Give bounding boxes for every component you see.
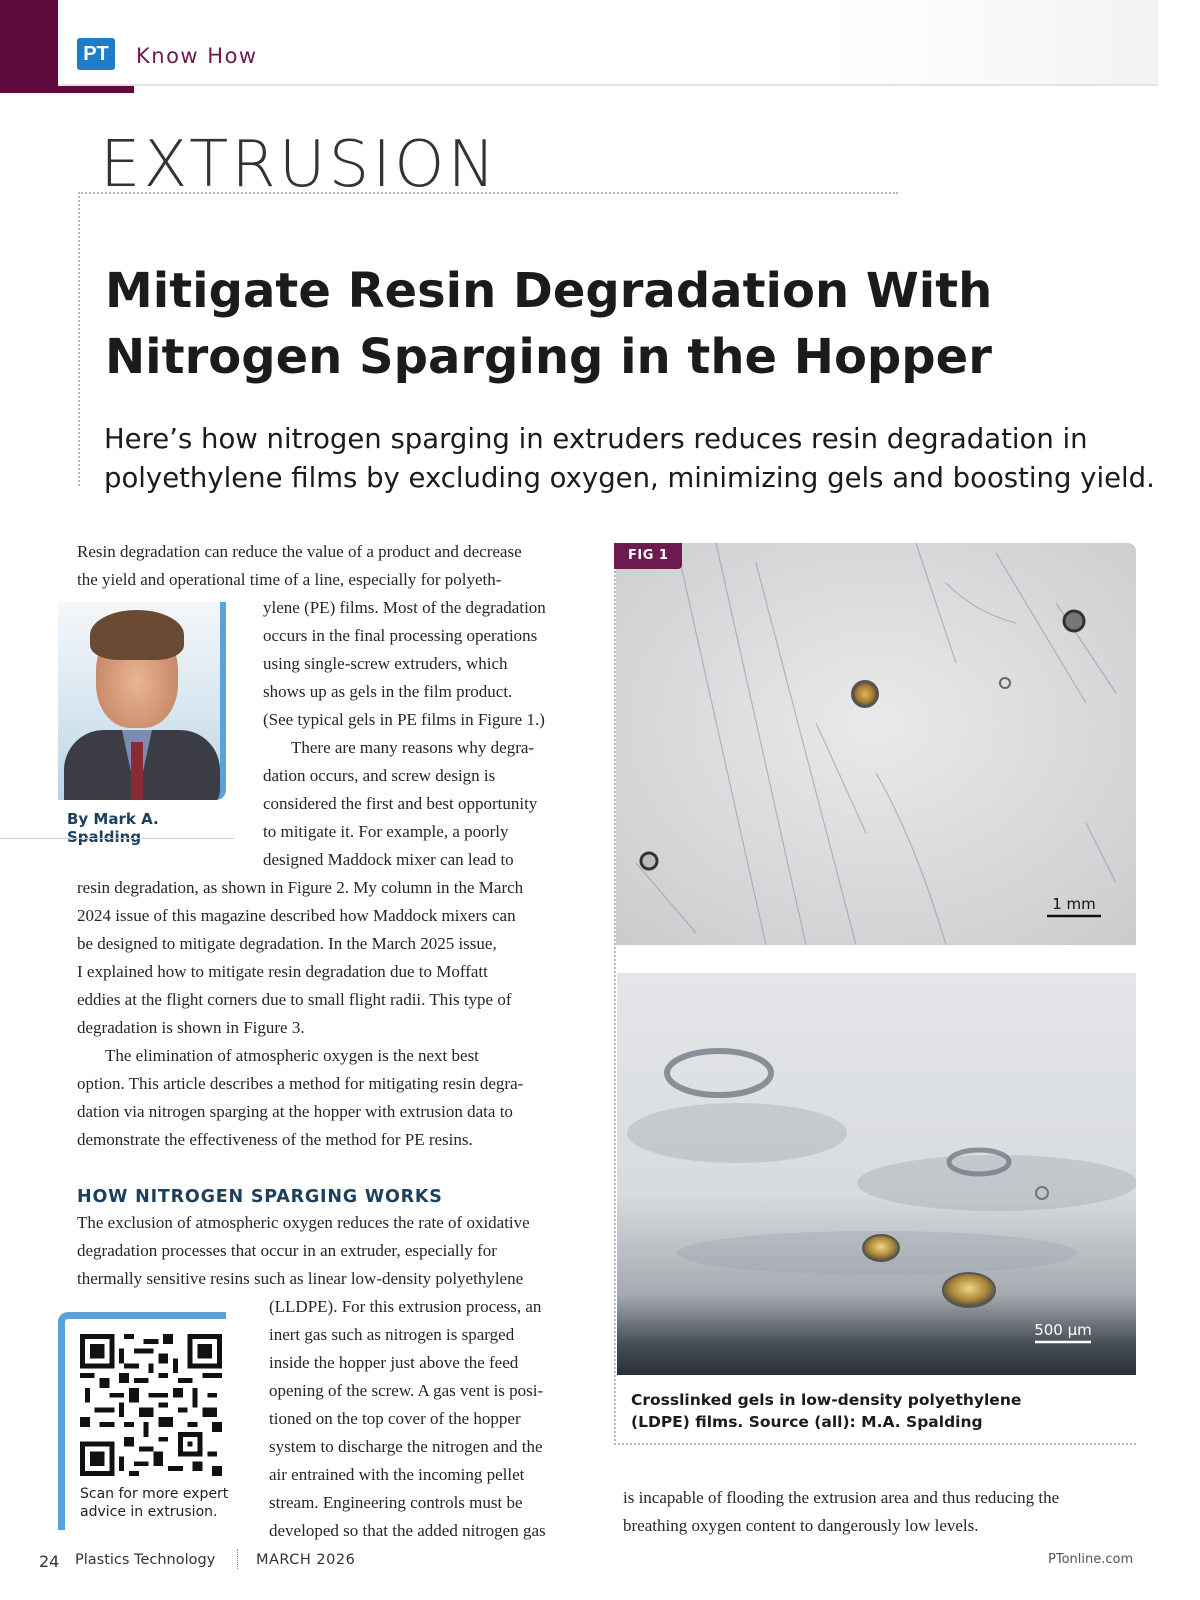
text-line: (See typical gels in PE films in Figure 1.) [263, 710, 545, 729]
text-line: considered the first and best opportunity [263, 794, 538, 813]
publication-name: Plastics Technology [75, 1552, 216, 1568]
section-subhead: HOW NITROGEN SPARGING WORKS [77, 1187, 443, 1207]
text-line: Resin degradation can reduce the value of a product and decrease [77, 542, 522, 561]
paragraph-intro-narrow [263, 594, 597, 874]
title-frame-left [78, 192, 80, 486]
text-line: 2024 issue of this magazine described how Maddock mixers can [77, 906, 516, 925]
header-strip [58, 0, 1158, 86]
text-line: stream. Engineering controls must be [269, 1493, 523, 1512]
footer-divider [237, 1549, 238, 1569]
qr-code[interactable] [80, 1334, 222, 1476]
text-line: to mitigate it. For example, a poorly [263, 822, 509, 841]
text-line: eddies at the flight corners due to small flight radii. This type of [77, 990, 512, 1009]
text-line: advice in extrusion. [80, 1504, 218, 1520]
text-line: demonstrate the effectiveness of the method for PE resins. [77, 1130, 473, 1149]
deck-line: Here’s how nitrogen sparging in extruders reduces resin degradation in [104, 423, 1088, 455]
text-line: Scan for more expert [80, 1486, 229, 1502]
header-accent-bar [0, 0, 58, 93]
text-line: system to discharge the nitrogen and the [269, 1437, 543, 1456]
paragraph-screw-design [77, 874, 597, 1154]
qr-caption [80, 1485, 240, 1521]
figure-micrograph-bottom [617, 973, 1136, 1375]
paragraph-sparging-narrow [269, 1293, 599, 1545]
headline-line: Mitigate Resin Degradation With [105, 263, 993, 319]
paragraph-intro [77, 538, 597, 594]
site-link[interactable]: PTonline.com [1048, 1552, 1134, 1567]
text-line: thermally sensitive resins such as linear low-density polyethylene [77, 1269, 524, 1288]
text-line: degradation is shown in Figure 3. [77, 1018, 305, 1037]
title-frame-top [78, 192, 898, 194]
text-line: The elimination of atmospheric oxygen is the next best [105, 1046, 479, 1065]
text-line: resin degradation, as shown in Figure 2. My column in the March [77, 878, 524, 897]
text-line: opening of the screw. A gas vent is posi- [269, 1381, 544, 1400]
scale-bar-label: 500 µm [1034, 1321, 1092, 1339]
text-line: (LLDPE). For this extrusion process, an [269, 1297, 542, 1316]
figure-caption [631, 1389, 1131, 1433]
text-line: dation occurs, and screw design is [263, 766, 496, 785]
author-box [0, 602, 234, 850]
paragraph-sparging [77, 1209, 597, 1293]
text-line: degradation processes that occur in an extruder, especially for [77, 1241, 497, 1260]
text-line: ylene (PE) films. Most of the degradation [263, 598, 546, 617]
article-headline [105, 258, 1005, 390]
text-line: air entrained with the incoming pellet [269, 1465, 525, 1484]
issue-date: MARCH 2026 [256, 1552, 356, 1568]
scale-bar-label: 1 mm [1052, 895, 1096, 913]
text-line: dation via nitrogen sparging at the hopper with extrusion data to [77, 1102, 513, 1121]
text-line: using single-screw extruders, which [263, 654, 508, 673]
text-line: (LDPE) films. Source (all): M.A. Spalding [631, 1413, 983, 1431]
headline-line: Nitrogen Sparging in the Hopper [105, 329, 992, 385]
header-accent-underline [0, 86, 134, 93]
text-line: The exclusion of atmospheric oxygen reduces the rate of oxidative [77, 1213, 530, 1232]
text-line: be designed to mitigate degradation. In the March 2025 issue, [77, 934, 497, 953]
page-number: 24 [39, 1552, 60, 1571]
text-line: is incapable of flooding the extrusion area and thus reducing the [623, 1488, 1060, 1507]
text-line: shows up as gels in the film product. [263, 682, 513, 701]
text-line: breathing oxygen content to dangerously low levels. [623, 1516, 979, 1535]
text-line: occurs in the final processing operations [263, 626, 538, 645]
author-photo [58, 602, 226, 800]
article-deck [104, 420, 1184, 498]
paragraph-sparging-continued [623, 1484, 1163, 1540]
deck-line: polyethylene films by excluding oxygen, minimizing gels and boosting yield. [104, 462, 1155, 494]
author-divider [0, 838, 234, 839]
text-line: tioned on the top cover of the hopper [269, 1409, 521, 1428]
text-line: There are many reasons why degra- [291, 738, 535, 757]
figure-micrograph-top [616, 543, 1136, 945]
text-line: designed Maddock mixer can lead to [263, 850, 514, 869]
author-byline: By Mark A. Spalding [67, 810, 159, 846]
section-label: Know How [136, 44, 258, 68]
figure-tag: FIG 1 [614, 543, 682, 569]
department-title: EXTRUSION [100, 128, 499, 202]
text-line: developed so that the added nitrogen gas [269, 1521, 546, 1540]
text-line: I explained how to mitigate resin degradation due to Moffatt [77, 962, 488, 981]
text-line: option. This article describes a method for mitigating resin degra- [77, 1074, 524, 1093]
text-line: the yield and operational time of a line, especially for polyeth- [77, 570, 502, 589]
text-line: Crosslinked gels in low-density polyethylene [631, 1391, 1022, 1409]
text-line: inside the hopper just above the feed [269, 1353, 519, 1372]
text-line: inert gas such as nitrogen is sparged [269, 1325, 515, 1344]
pt-logo: PT [77, 38, 115, 70]
